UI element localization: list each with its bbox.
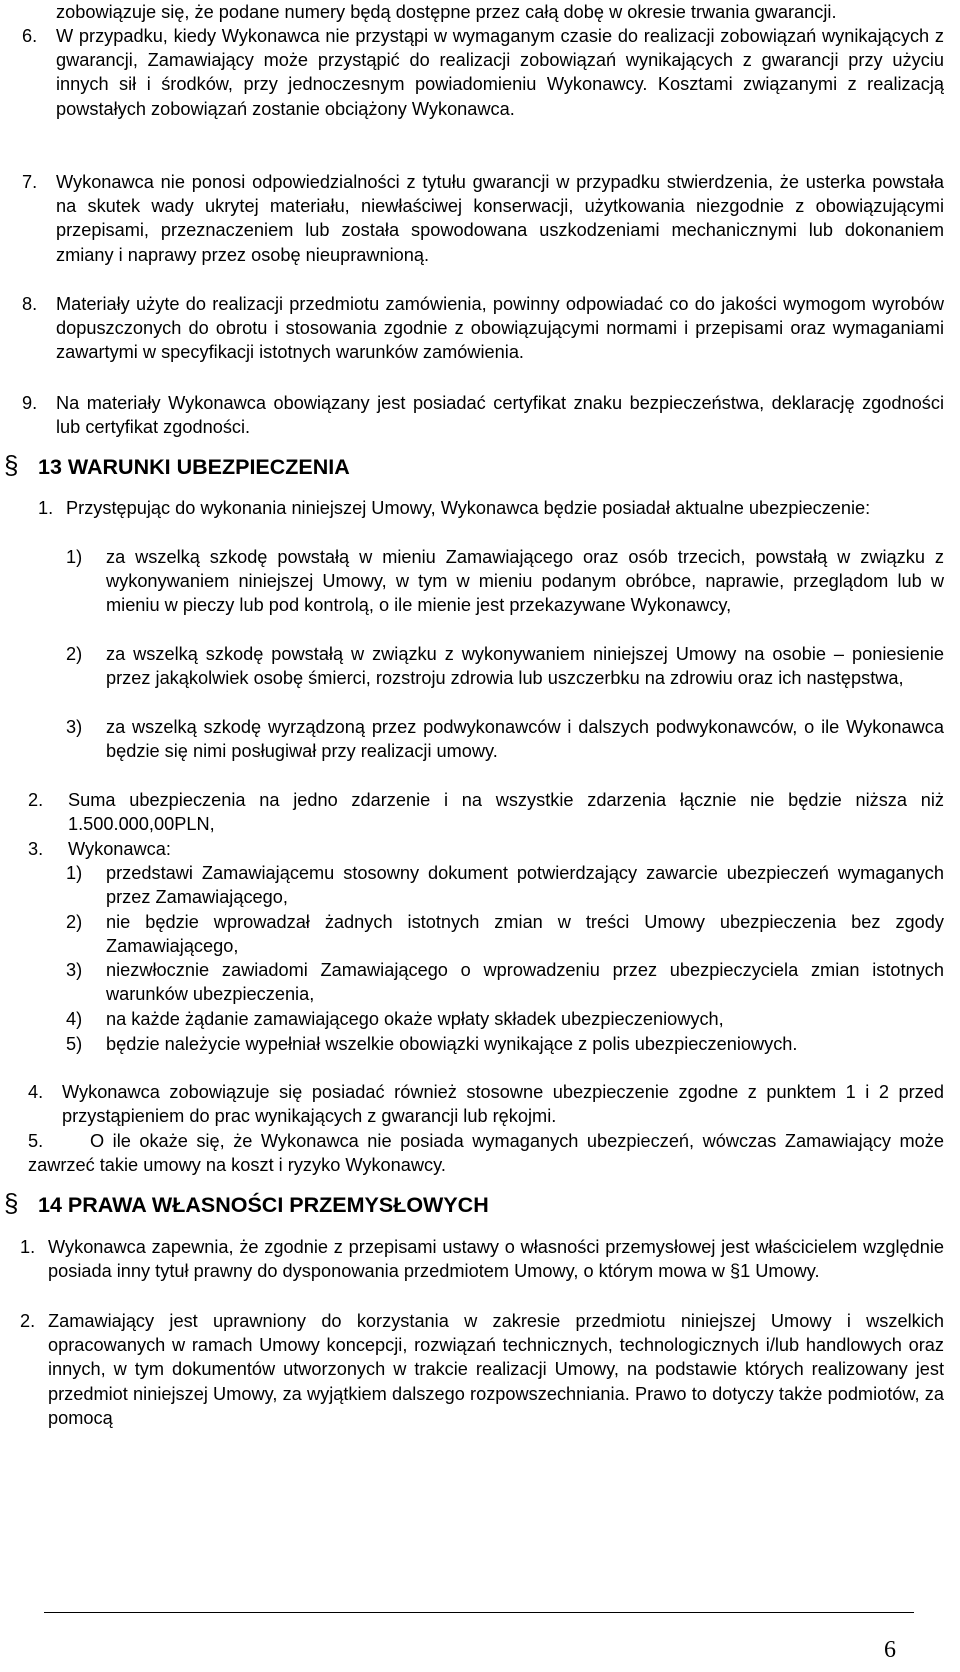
item-text: Wykonawca: — [68, 839, 171, 859]
item-number: 1. — [38, 498, 54, 518]
item-number: 2) — [66, 912, 83, 932]
item-number: 3) — [66, 960, 83, 980]
insurance-subitem-3-2 — [66, 910, 944, 958]
item-text: Wykonawca nie ponosi odpowiedzialności z tytułu gwarancji w przypadku stwierdzenia, że usterka powstała na skutek wady ukrytej materiału, niewłaściwej konserwacji, użytkowania niezgodnie z obowiązującymi przepisami, przeznaczeniem lub została spowodowana uszkodzeniami mechanicznymi lub dokonaniem zmiany i naprawy przez osobę nieuprawnioną. — [56, 172, 944, 265]
insurance-subitem-3-3 — [66, 958, 944, 1006]
item-text: Zamawiający jest uprawniony do korzystania w zakresie przedmiotu niniejszej Umowy i wszelkich opracowanych w ramach Umowy koncepcji, rozwiązań technicznych, technologicznych i/lub handlowych oraz innych, w tym dokumentów utworzonych w trakcie realizacji Umowy, na podstawie których realizowany jest przedmiot niniejszej Umowy, za wyjątkiem dalszego rozpowszechniania. Prawo to dotyczy także podmiotów, za pomocą — [48, 1311, 944, 1428]
item-number: 8. — [22, 294, 38, 314]
item-number: 2. — [20, 1311, 36, 1331]
item-text: na każde żądanie zamawiającego okaże wpłaty składek ubezpieczeniowych, — [106, 1009, 724, 1029]
item-number: 1) — [66, 863, 83, 883]
item-text: Suma ubezpieczenia na jedno zdarzenie i na wszystkie zdarzenia łącznie nie będzie niższa niż 1.500.000,00PLN, — [68, 790, 944, 835]
insurance-item-2 — [28, 788, 944, 836]
item-number: 1. — [20, 1237, 36, 1257]
item-text: W przypadku, kiedy Wykonawca nie przystąpi w wymaganym czasie do realizacji zobowiązań wynikających z gwarancji, Zamawiający może przystąpić do realizacji zobowiązań wynikających z gwarancji przy użyciu innych sił i środków, przy jednoczesnym powiadomieniu Wykonawcy. Kosztami związanymi z realizacją powstałych zobowiązań zostanie obciążony Wykonawca. — [56, 26, 944, 119]
item-number: 5. — [28, 1131, 44, 1151]
item-number: 6. — [22, 26, 38, 46]
insurance-subitem-3-5 — [66, 1032, 944, 1056]
item-text: za wszelką szkodę powstałą w mieniu Zamawiającego oraz osób trzecich, powstałą w związku z wykonywaniem niniejszej Umowy, w tym w mieniu podanym obróbce, naprawie, przeglądom lub w mieniu w pieczy lub pod kontrolą, o ile mienie jest przekazywane Wykonawcy, — [106, 547, 944, 616]
section-14-heading — [4, 1190, 489, 1218]
insurance-subitem-3-1 — [66, 861, 944, 909]
guarantee-item-6 — [22, 24, 944, 121]
item-number: 2) — [66, 644, 83, 664]
item-number: 3. — [28, 839, 44, 859]
item-text: O ile okaże się, że Wykonawca nie posiada wymaganych ubezpieczeń, wówczas Zamawiający może zawrzeć takie umowy na koszt i ryzyko Wykonawcy. — [28, 1131, 944, 1176]
item-number: 2. — [28, 790, 44, 810]
insurance-item-1 — [38, 496, 944, 520]
insurance-subitem-1-2 — [66, 642, 944, 690]
item-number: 7. — [22, 172, 38, 192]
item-text: będzie należycie wypełniał wszelkie obowiązki wynikające z polis ubezpieczeniowych. — [106, 1034, 798, 1054]
item-text: Materiały użyte do realizacji przedmiotu zamówienia, powinny odpowiadać co do jakości wymogom wyrobów dopuszczonych do obrotu i stosowania zgodnie z obowiązującymi normami i przepisami oraz wymaganiami zawartymi w specyfikacji istotnych warunków zamówienia. — [56, 294, 944, 363]
insurance-subitem-3-4 — [66, 1007, 944, 1031]
item-text: Wykonawca zobowiązuje się posiadać również stosowne ubezpieczenie zgodne z punktem 1 i 2 przed przystąpieniem do prac wynikających z gwarancji lub rękojmi. — [62, 1082, 944, 1127]
insurance-item-4 — [28, 1080, 944, 1128]
item-text: za wszelką szkodę wyrządzoną przez podwykonawców i dalszych podwykonawców, o ile Wykonawca będzie się nimi posługiwał przy realizacji umowy. — [106, 717, 944, 762]
section-title: 13 WARUNKI UBEZPIECZENIA — [38, 455, 350, 479]
insurance-item-3 — [28, 837, 944, 861]
guarantee-item-8 — [22, 292, 944, 365]
section-13-heading — [4, 452, 350, 480]
item-number: 3) — [66, 717, 83, 737]
page-number: 6 — [884, 1637, 896, 1663]
item-text: nie będzie wprowadzał żadnych istotnych zmian w treści Umowy ubezpieczenia bez zgody Zamawiającego, — [106, 912, 944, 957]
guarantee-item-9 — [22, 391, 944, 439]
item-text: Wykonawca zapewnia, że zgodnie z przepisami ustawy o własności przemysłowej jest właścicielem względnie posiada inny tytuł prawny do dysponowania przedmiotem Umowy, o którym mowa w §1 Umowy. — [48, 1237, 944, 1282]
insurance-subitem-1-3 — [66, 715, 944, 763]
insurance-subitem-1-1 — [66, 545, 944, 618]
guarantee-item-7 — [22, 170, 944, 267]
item-number: 1) — [66, 547, 83, 567]
item-text: Na materiały Wykonawca obowiązany jest posiadać certyfikat znaku bezpieczeństwa, deklarację zgodności lub certyfikat zgodności. — [56, 393, 944, 438]
item-text: przedstawi Zamawiającemu stosowny dokument potwierdzający zawarcie ubezpieczeń wymaganych przez Zamawiającego, — [106, 863, 944, 908]
continuation-paragraph: zobowiązuje się, że podane numery będą dostępne przez całą dobę w okresie trwania gwarancji. — [56, 2, 837, 22]
paragraph-sign: § — [4, 1188, 19, 1218]
footer-rule — [44, 1612, 914, 1613]
item-number: 9. — [22, 393, 38, 413]
ip-item-1 — [20, 1235, 944, 1283]
item-text: Przystępując do wykonania niniejszej Umowy, Wykonawca będzie posiadał aktualne ubezpieczenie: — [66, 498, 871, 518]
paragraph-sign: § — [4, 450, 19, 480]
item-number: 4. — [28, 1082, 44, 1102]
item-text: za wszelką szkodę powstałą w związku z wykonywaniem niniejszej Umowy na osobie – poniesienie przez jakąkolwiek osobę śmierci, rozstroju zdrowia lub uszczerbku na zdrowiu oraz ich następstwa, — [106, 644, 944, 689]
item-number: 5) — [66, 1034, 83, 1054]
insurance-item-5 — [28, 1129, 944, 1177]
section-title: 14 PRAWA WŁASNOŚCI PRZEMYSŁOWYCH — [38, 1193, 489, 1217]
item-number: 4) — [66, 1009, 83, 1029]
ip-item-2 — [20, 1309, 944, 1430]
item-text: niezwłocznie zawiadomi Zamawiającego o wprowadzeniu przez ubezpieczyciela zmian istotnych warunków ubezpieczenia, — [106, 960, 944, 1005]
